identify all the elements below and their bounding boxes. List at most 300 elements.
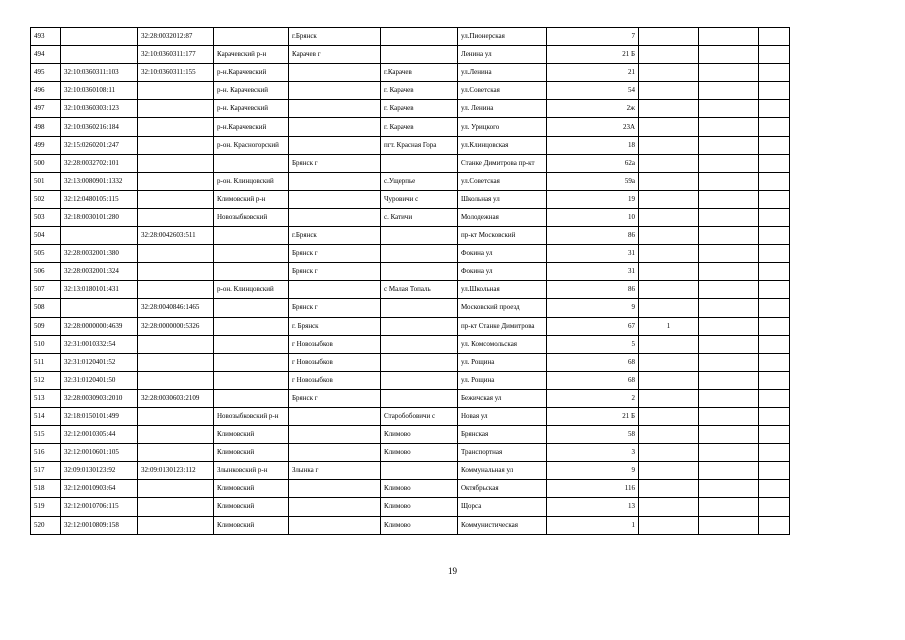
empty-cell <box>759 335 790 353</box>
empty-cell <box>759 64 790 82</box>
settlement-cell: Чуровичи с <box>381 190 458 208</box>
city-cell: г. Брянск <box>289 317 381 335</box>
extra-column-2-cell <box>699 190 759 208</box>
city-cell: Брянск г <box>289 154 381 172</box>
empty-cell <box>759 208 790 226</box>
extra-column-2-cell <box>699 389 759 407</box>
district-cell: р-н. Карачевский <box>214 100 289 118</box>
cadastral-number-alt-cell: 32:10:0360311:177 <box>138 46 214 64</box>
district-cell <box>214 371 289 389</box>
row-number-cell: 497 <box>31 100 61 118</box>
empty-cell <box>759 371 790 389</box>
street-cell: Молодежная <box>458 208 547 226</box>
street-cell: ул. Комсомольская <box>458 335 547 353</box>
street-cell: ул. Урицкого <box>458 118 547 136</box>
row-number-cell: 506 <box>31 263 61 281</box>
cadastral-number-cell: 32:15:0260201:247 <box>61 136 138 154</box>
row-number-cell: 498 <box>31 118 61 136</box>
house-number-cell: 9 <box>547 299 639 317</box>
table-body <box>31 28 790 535</box>
empty-cell <box>759 118 790 136</box>
house-number-cell: 3 <box>547 444 639 462</box>
cadastral-number-alt-cell <box>138 118 214 136</box>
district-cell: р-н.Карачевский <box>214 64 289 82</box>
city-cell: Брянск г <box>289 389 381 407</box>
cadastral-number-alt-cell <box>138 136 214 154</box>
city-cell: г.Брянск <box>289 28 381 46</box>
cadastral-number-alt-cell: 32:10:0360311:155 <box>138 64 214 82</box>
row-number-cell: 519 <box>31 498 61 516</box>
empty-cell <box>759 82 790 100</box>
cadastral-number-alt-cell <box>138 245 214 263</box>
street-cell: Школьная ул <box>458 190 547 208</box>
settlement-cell <box>381 245 458 263</box>
row-number-cell: 515 <box>31 426 61 444</box>
table-row <box>31 444 790 462</box>
cadastral-number-cell: 32:13:0080901:1332 <box>61 172 138 190</box>
settlement-cell <box>381 227 458 245</box>
district-cell: Злынковский р-н <box>214 462 289 480</box>
district-cell: Новозыбковский р-н <box>214 407 289 425</box>
street-cell: ул.Советская <box>458 172 547 190</box>
row-number-cell: 512 <box>31 371 61 389</box>
extra-column-cell <box>639 335 699 353</box>
cadastral-number-cell: 32:12:0010706:115 <box>61 498 138 516</box>
settlement-cell <box>381 371 458 389</box>
extra-column-2-cell <box>699 317 759 335</box>
extra-column-2-cell <box>699 82 759 100</box>
settlement-cell <box>381 154 458 172</box>
extra-column-2-cell <box>699 28 759 46</box>
district-cell: Климовский р-н <box>214 190 289 208</box>
table-row <box>31 498 790 516</box>
cadastral-number-cell: 32:31:0010332:54 <box>61 335 138 353</box>
district-cell: Климовский <box>214 444 289 462</box>
cadastral-number-alt-cell <box>138 172 214 190</box>
row-number-cell: 516 <box>31 444 61 462</box>
house-number-cell: 7 <box>547 28 639 46</box>
extra-column-2-cell <box>699 172 759 190</box>
cadastral-number-alt-cell <box>138 498 214 516</box>
table-row <box>31 190 790 208</box>
extra-column-2-cell <box>699 444 759 462</box>
empty-cell <box>759 46 790 64</box>
extra-column-2-cell <box>699 46 759 64</box>
cadastral-number-cell: 32:18:0030101:280 <box>61 208 138 226</box>
empty-cell <box>759 498 790 516</box>
cadastral-number-alt-cell: 32:28:0040846:1465 <box>138 299 214 317</box>
extra-column-2-cell <box>699 407 759 425</box>
row-number-cell: 501 <box>31 172 61 190</box>
district-cell <box>214 245 289 263</box>
street-cell: ул.Школьная <box>458 281 547 299</box>
house-number-cell: 31 <box>547 263 639 281</box>
table-row <box>31 407 790 425</box>
empty-cell <box>759 28 790 46</box>
extra-column-cell <box>639 227 699 245</box>
cadastral-number-alt-cell <box>138 281 214 299</box>
house-number-cell: 59а <box>547 172 639 190</box>
settlement-cell: Климово <box>381 426 458 444</box>
district-cell <box>214 28 289 46</box>
extra-column-2-cell <box>699 64 759 82</box>
cadastral-number-cell: 32:13:0180101:431 <box>61 281 138 299</box>
cadastral-number-alt-cell <box>138 190 214 208</box>
extra-column-2-cell <box>699 227 759 245</box>
row-number-cell: 503 <box>31 208 61 226</box>
house-number-cell: 10 <box>547 208 639 226</box>
extra-column-cell <box>639 208 699 226</box>
cadastral-number-cell: 32:12:0010601:105 <box>61 444 138 462</box>
street-cell: Бежичская ул <box>458 389 547 407</box>
cadastral-number-cell: 32:28:0032702:101 <box>61 154 138 172</box>
city-cell <box>289 64 381 82</box>
settlement-cell <box>381 462 458 480</box>
city-cell <box>289 480 381 498</box>
extra-column-cell <box>639 154 699 172</box>
settlement-cell: г. Карачев <box>381 100 458 118</box>
table-row <box>31 245 790 263</box>
city-cell: Брянск г <box>289 263 381 281</box>
street-cell: пр-кт Станке Димитрова <box>458 317 547 335</box>
street-cell: Щорса <box>458 498 547 516</box>
district-cell: Климовский <box>214 516 289 534</box>
cadastral-number-alt-cell <box>138 353 214 371</box>
page-number: 19 <box>448 566 457 576</box>
settlement-cell <box>381 335 458 353</box>
cadastral-number-cell: 32:12:0010903:64 <box>61 480 138 498</box>
empty-cell <box>759 190 790 208</box>
cadastral-number-alt-cell: 32:09:0130123:112 <box>138 462 214 480</box>
house-number-cell: 116 <box>547 480 639 498</box>
street-cell: ул.Пионерская <box>458 28 547 46</box>
city-cell <box>289 190 381 208</box>
street-cell: Брянская <box>458 426 547 444</box>
extra-column-2-cell <box>699 498 759 516</box>
row-number-cell: 500 <box>31 154 61 172</box>
row-number-cell: 514 <box>31 407 61 425</box>
extra-column-cell <box>639 516 699 534</box>
district-cell: Климовский <box>214 480 289 498</box>
district-cell <box>214 353 289 371</box>
extra-column-cell <box>639 281 699 299</box>
extra-column-cell <box>639 263 699 281</box>
extra-column-cell <box>639 28 699 46</box>
row-number-cell: 496 <box>31 82 61 100</box>
cadastral-number-cell: 32:09:0130123:92 <box>61 462 138 480</box>
district-cell: Климовский <box>214 426 289 444</box>
district-cell: Карачевский р-н <box>214 46 289 64</box>
settlement-cell: г. Карачев <box>381 118 458 136</box>
cadastral-number-cell: 32:31:0120401:52 <box>61 353 138 371</box>
empty-cell <box>759 299 790 317</box>
empty-cell <box>759 136 790 154</box>
row-number-cell: 511 <box>31 353 61 371</box>
house-number-cell: 9 <box>547 462 639 480</box>
cadastral-number-alt-cell: 32:28:0032012:87 <box>138 28 214 46</box>
empty-cell <box>759 245 790 263</box>
house-number-cell: 19 <box>547 190 639 208</box>
district-cell <box>214 335 289 353</box>
settlement-cell: г.Карачев <box>381 64 458 82</box>
street-cell: ул.Советская <box>458 82 547 100</box>
extra-column-2-cell <box>699 335 759 353</box>
table-row <box>31 64 790 82</box>
house-number-cell: 86 <box>547 281 639 299</box>
cadastral-number-alt-cell <box>138 208 214 226</box>
street-cell: ул. Рощина <box>458 371 547 389</box>
house-number-cell: 21 <box>547 64 639 82</box>
table-row <box>31 227 790 245</box>
cadastral-number-alt-cell <box>138 444 214 462</box>
cadastral-number-alt-cell <box>138 100 214 118</box>
table-row <box>31 353 790 371</box>
house-number-cell: 13 <box>547 498 639 516</box>
cadastral-number-alt-cell <box>138 480 214 498</box>
settlement-cell: Климово <box>381 480 458 498</box>
settlement-cell: Климово <box>381 516 458 534</box>
street-cell: ул.Ленина <box>458 64 547 82</box>
extra-column-cell <box>639 172 699 190</box>
extra-column-2-cell <box>699 371 759 389</box>
street-cell: Октябрьская <box>458 480 547 498</box>
street-cell: ул. Ленина <box>458 100 547 118</box>
row-number-cell: 499 <box>31 136 61 154</box>
district-cell: Климовский <box>214 498 289 516</box>
table-row <box>31 462 790 480</box>
house-number-cell: 18 <box>547 136 639 154</box>
extra-column-cell <box>639 190 699 208</box>
house-number-cell: 23А <box>547 118 639 136</box>
extra-column-2-cell <box>699 299 759 317</box>
house-number-cell: 21 Б <box>547 46 639 64</box>
table-row <box>31 335 790 353</box>
registry-table <box>30 27 790 535</box>
street-cell: Ленина ул <box>458 46 547 64</box>
street-cell: Коммунальная ул <box>458 462 547 480</box>
empty-cell <box>759 462 790 480</box>
table-row <box>31 118 790 136</box>
house-number-cell: 68 <box>547 353 639 371</box>
settlement-cell: Старобобовичи с <box>381 407 458 425</box>
table-row <box>31 100 790 118</box>
settlement-cell <box>381 353 458 371</box>
table-row <box>31 299 790 317</box>
row-number-cell: 493 <box>31 28 61 46</box>
extra-column-2-cell <box>699 516 759 534</box>
settlement-cell: с Малая Топаль <box>381 281 458 299</box>
table-row <box>31 371 790 389</box>
row-number-cell: 509 <box>31 317 61 335</box>
street-cell: Коммунистическая <box>458 516 547 534</box>
cadastral-number-alt-cell <box>138 371 214 389</box>
city-cell <box>289 82 381 100</box>
city-cell <box>289 281 381 299</box>
cadastral-number-cell <box>61 227 138 245</box>
extra-column-2-cell <box>699 263 759 281</box>
district-cell <box>214 299 289 317</box>
cadastral-number-cell: 32:12:0010305:44 <box>61 426 138 444</box>
city-cell <box>289 136 381 154</box>
table-row <box>31 154 790 172</box>
settlement-cell <box>381 389 458 407</box>
cadastral-number-alt-cell <box>138 407 214 425</box>
district-cell <box>214 389 289 407</box>
cadastral-number-cell: 32:10:0360216:184 <box>61 118 138 136</box>
table-row <box>31 317 790 335</box>
extra-column-cell: 1 <box>639 317 699 335</box>
house-number-cell: 21 Б <box>547 407 639 425</box>
settlement-cell: г. Карачев <box>381 82 458 100</box>
extra-column-2-cell <box>699 281 759 299</box>
table-row <box>31 480 790 498</box>
extra-column-2-cell <box>699 118 759 136</box>
house-number-cell: 5 <box>547 335 639 353</box>
extra-column-cell <box>639 498 699 516</box>
extra-column-cell <box>639 46 699 64</box>
extra-column-2-cell <box>699 245 759 263</box>
extra-column-cell <box>639 136 699 154</box>
row-number-cell: 513 <box>31 389 61 407</box>
cadastral-number-alt-cell <box>138 263 214 281</box>
city-cell: Брянск г <box>289 245 381 263</box>
city-cell: г Новозыбков <box>289 353 381 371</box>
extra-column-cell <box>639 100 699 118</box>
extra-column-2-cell <box>699 100 759 118</box>
extra-column-cell <box>639 480 699 498</box>
extra-column-cell <box>639 407 699 425</box>
extra-column-2-cell <box>699 154 759 172</box>
extra-column-cell <box>639 245 699 263</box>
extra-column-cell <box>639 462 699 480</box>
row-number-cell: 495 <box>31 64 61 82</box>
table-row <box>31 172 790 190</box>
extra-column-2-cell <box>699 136 759 154</box>
cadastral-number-cell <box>61 28 138 46</box>
empty-cell <box>759 281 790 299</box>
city-cell <box>289 516 381 534</box>
table-row <box>31 208 790 226</box>
city-cell <box>289 100 381 118</box>
settlement-cell <box>381 28 458 46</box>
district-cell: р-он. Клинцовский <box>214 172 289 190</box>
cadastral-number-cell: 32:12:0010809:158 <box>61 516 138 534</box>
extra-column-2-cell <box>699 208 759 226</box>
empty-cell <box>759 426 790 444</box>
table-row <box>31 263 790 281</box>
district-cell: Новозыбковский <box>214 208 289 226</box>
city-cell <box>289 426 381 444</box>
row-number-cell: 510 <box>31 335 61 353</box>
city-cell: г Новозыбков <box>289 335 381 353</box>
table-row <box>31 82 790 100</box>
empty-cell <box>759 154 790 172</box>
extra-column-cell <box>639 389 699 407</box>
district-cell <box>214 154 289 172</box>
cadastral-number-alt-cell: 32:28:0000000:5326 <box>138 317 214 335</box>
cadastral-number-cell: 32:28:0032001:380 <box>61 245 138 263</box>
settlement-cell: с.Ущерпье <box>381 172 458 190</box>
city-cell: г Новозыбков <box>289 371 381 389</box>
extra-column-2-cell <box>699 426 759 444</box>
extra-column-cell <box>639 64 699 82</box>
row-number-cell: 505 <box>31 245 61 263</box>
house-number-cell: 1 <box>547 516 639 534</box>
district-cell: р-н.Карачевский <box>214 118 289 136</box>
extra-column-2-cell <box>699 480 759 498</box>
settlement-cell <box>381 46 458 64</box>
empty-cell <box>759 516 790 534</box>
settlement-cell <box>381 299 458 317</box>
empty-cell <box>759 480 790 498</box>
district-cell: р-он. Клинцовский <box>214 281 289 299</box>
house-number-cell: 62а <box>547 154 639 172</box>
house-number-cell: 2 <box>547 389 639 407</box>
table-row <box>31 46 790 64</box>
extra-column-cell <box>639 299 699 317</box>
city-cell <box>289 407 381 425</box>
row-number-cell: 504 <box>31 227 61 245</box>
cadastral-number-cell: 32:31:0120401:50 <box>61 371 138 389</box>
settlement-cell: Климово <box>381 444 458 462</box>
extra-column-cell <box>639 353 699 371</box>
cadastral-number-alt-cell <box>138 516 214 534</box>
cadastral-number-cell: 32:10:0360108:11 <box>61 82 138 100</box>
cadastral-number-cell: 32:18:0150101:499 <box>61 407 138 425</box>
row-number-cell: 508 <box>31 299 61 317</box>
settlement-cell <box>381 317 458 335</box>
city-cell: Брянск г <box>289 299 381 317</box>
cadastral-number-alt-cell <box>138 82 214 100</box>
row-number-cell: 507 <box>31 281 61 299</box>
street-cell: ул. Рощина <box>458 353 547 371</box>
district-cell <box>214 263 289 281</box>
row-number-cell: 518 <box>31 480 61 498</box>
empty-cell <box>759 353 790 371</box>
city-cell <box>289 498 381 516</box>
table-row <box>31 389 790 407</box>
district-cell: р-н. Карачевский <box>214 82 289 100</box>
settlement-cell: Климово <box>381 498 458 516</box>
empty-cell <box>759 389 790 407</box>
city-cell <box>289 118 381 136</box>
cadastral-number-alt-cell <box>138 335 214 353</box>
extra-column-2-cell <box>699 462 759 480</box>
extra-column-cell <box>639 371 699 389</box>
street-cell: Транспортная <box>458 444 547 462</box>
city-cell: г.Брянск <box>289 227 381 245</box>
settlement-cell <box>381 263 458 281</box>
cadastral-number-alt-cell <box>138 426 214 444</box>
table-row <box>31 426 790 444</box>
cadastral-number-cell: 32:10:0360303:123 <box>61 100 138 118</box>
cadastral-number-alt-cell: 32:28:0030603:2109 <box>138 389 214 407</box>
empty-cell <box>759 172 790 190</box>
house-number-cell: 2ж <box>547 100 639 118</box>
district-cell <box>214 317 289 335</box>
house-number-cell: 58 <box>547 426 639 444</box>
district-cell <box>214 227 289 245</box>
empty-cell <box>759 317 790 335</box>
extra-column-cell <box>639 82 699 100</box>
street-cell: Станке Димитрова пр-кт <box>458 154 547 172</box>
row-number-cell: 517 <box>31 462 61 480</box>
house-number-cell: 31 <box>547 245 639 263</box>
extra-column-cell <box>639 118 699 136</box>
cadastral-number-cell: 32:12:0480105:115 <box>61 190 138 208</box>
cadastral-number-cell: 32:28:0030903:2010 <box>61 389 138 407</box>
house-number-cell: 67 <box>547 317 639 335</box>
